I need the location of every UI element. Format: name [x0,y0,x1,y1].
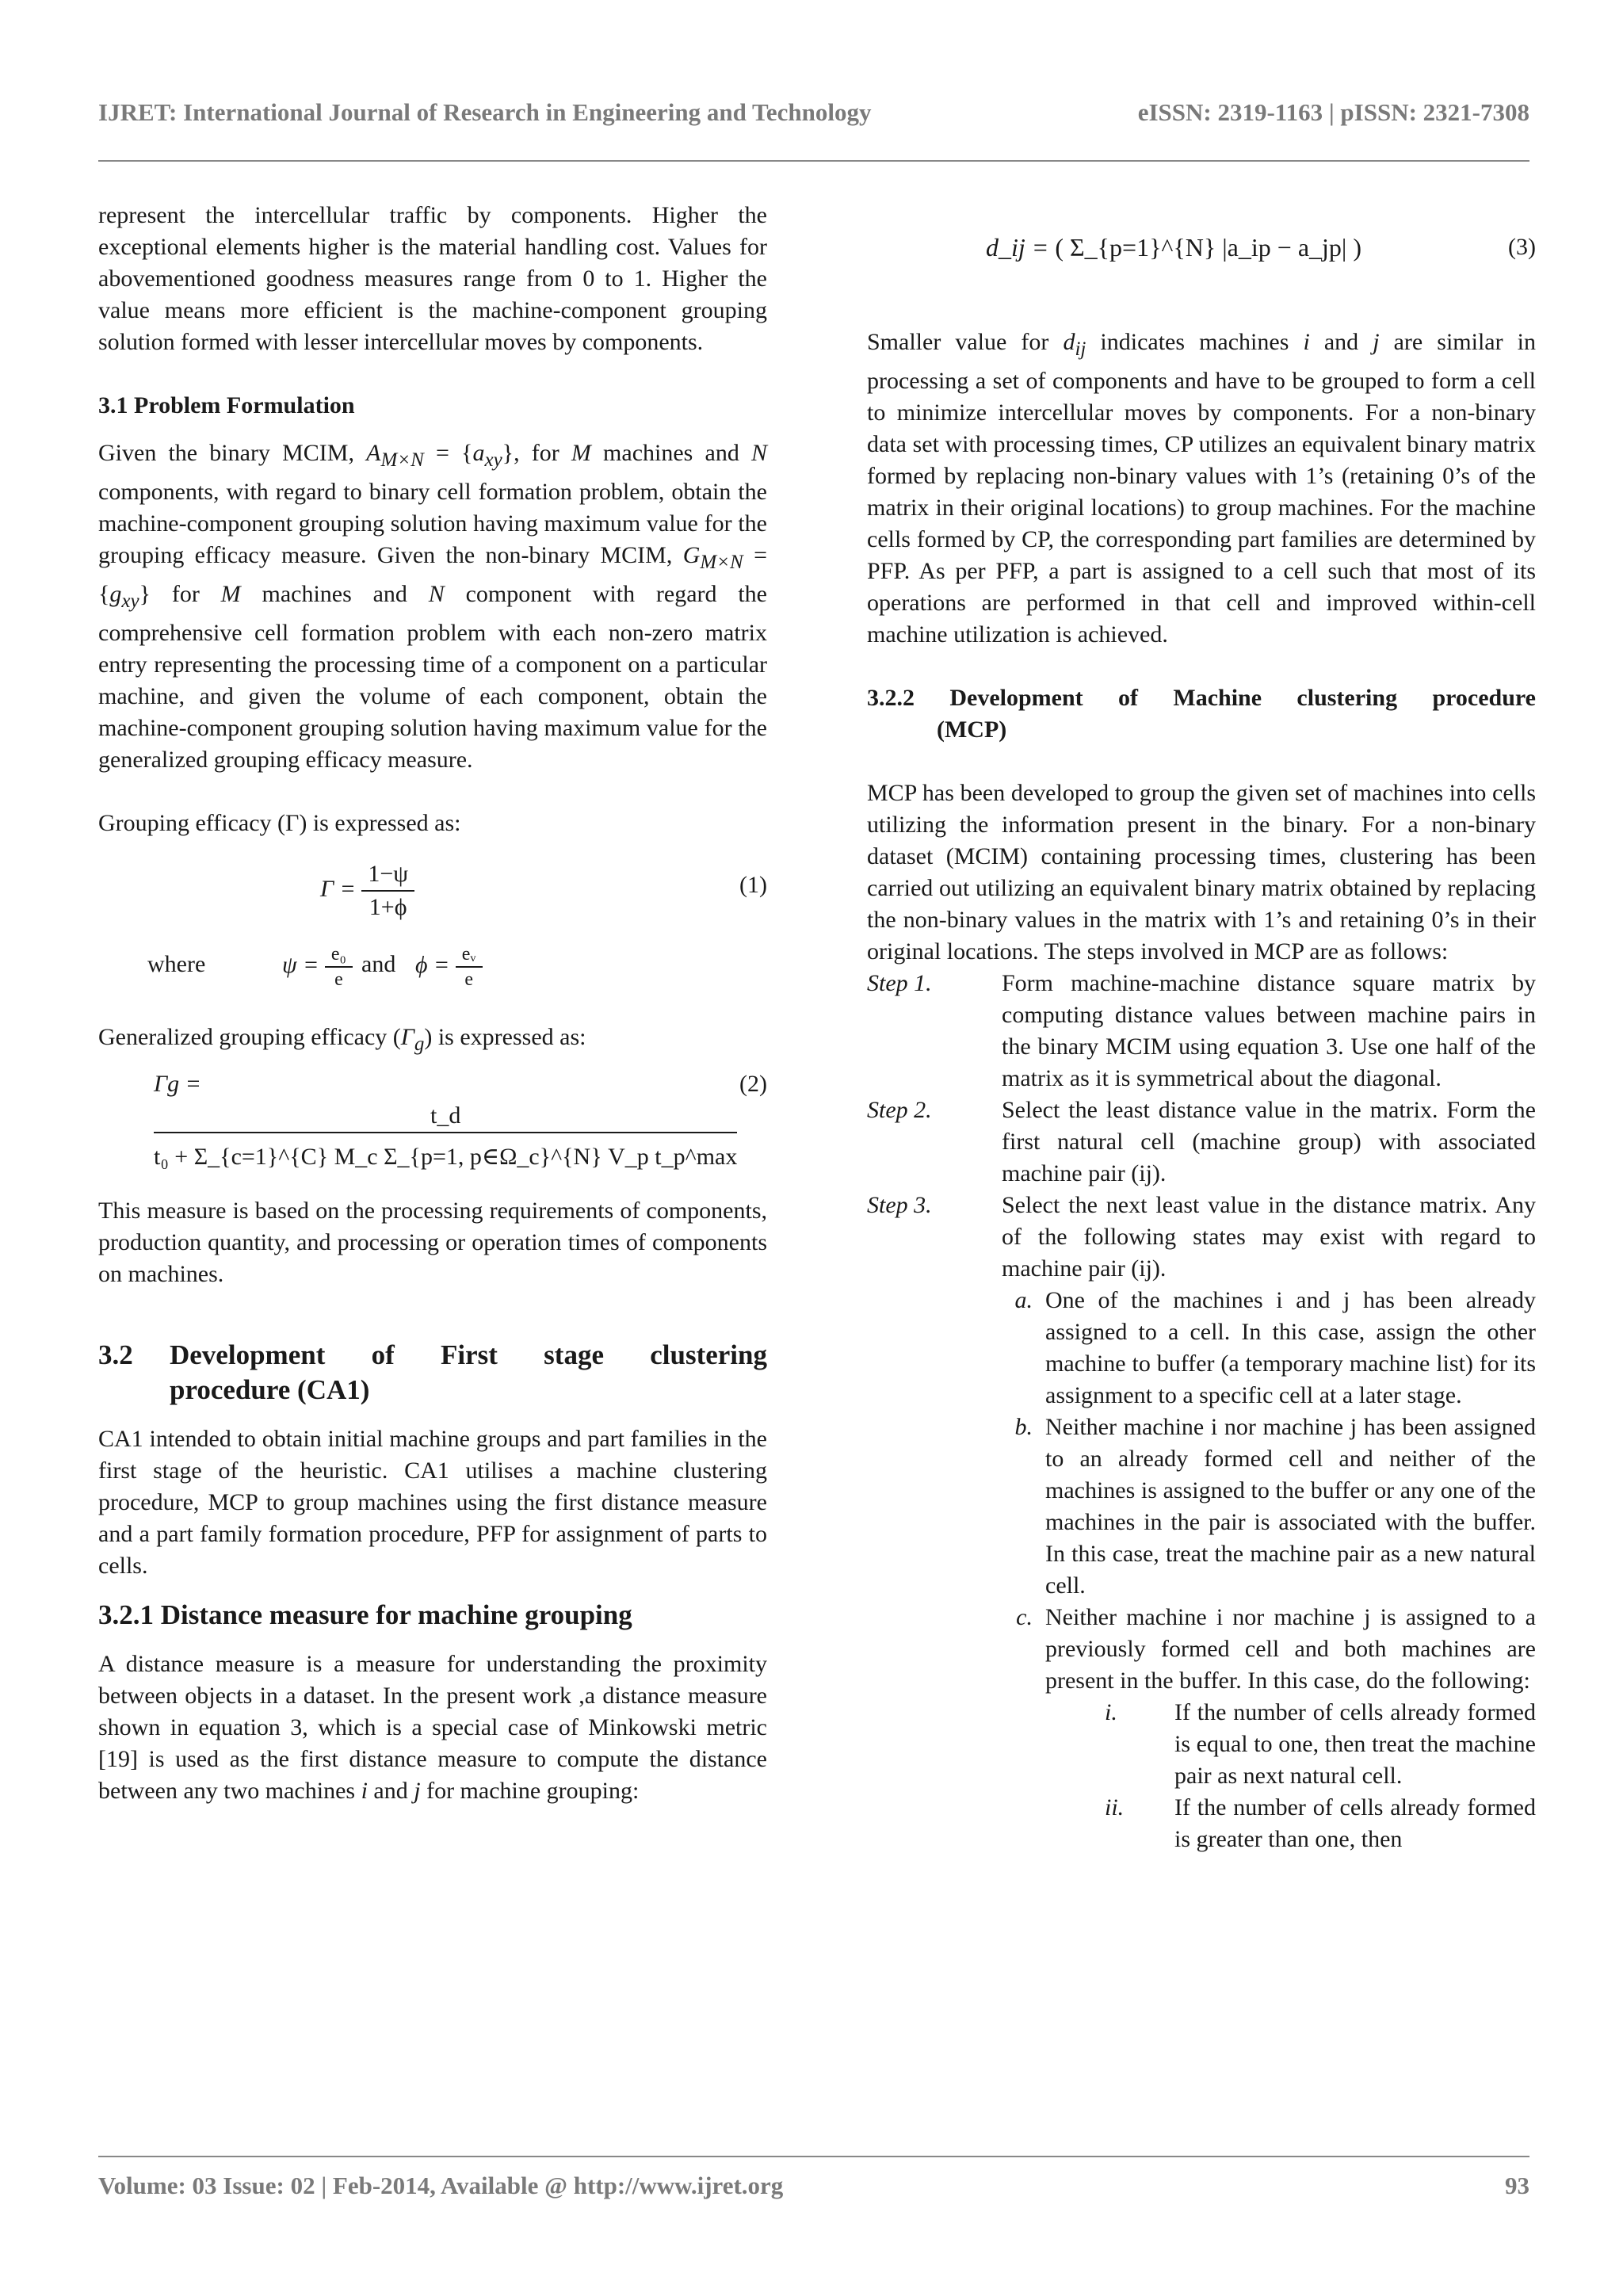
eq3-number: (3) [1508,234,1536,260]
page-footer [98,2172,1529,2200]
section-3-2-heading: 3.2 Development of First stage clustering procedure (CA1) [98,1339,767,1405]
measure-paragraph: This measure is based on the processing requirements of components, production quantity, and processing or operation times of components on machines. [98,1198,767,1287]
footer-divider [98,2156,1529,2157]
substep-item: a. One of the machines i and j has been already assigned to a cell. In this case, assign the other machine to buffer (a temporary machine list) for its assignment to a specific cell at a later stage. [1014,1287,1536,1408]
section-3-2-2-heading-cont: (MCP) [937,716,1007,743]
left-column [98,200,767,1807]
substep-item: c. Neither machine i nor machine j is assigned to a previously formed cell and both machines are present in the buffer. In this case, do the following: [1016,1604,1536,1694]
eq3-body: ( Σ_{p=1}^{N} |a_ip − a_jp| ) [1055,233,1361,262]
eq3-lhs: d_ij = [986,233,1049,262]
eq1-fraction: $\frac{1-\psi}{1+\phi}$ [361,858,414,923]
step-item: Step 1. Form machine-machine distance square matrix by computing distance values between machine pairs in the binary MCIM using equation 3. Use one half of the matrix as it is symmetrical about the diagonal. [867,970,1536,1091]
step-item: Step 3. Select the next least value in the distance matrix. Any of the following states may exist with regard to machine pair (ij). [867,1192,1536,1282]
page-header [98,98,1529,127]
journal-title: IJRET: International Journal of Research in Engineering and Technology [98,98,872,126]
section-3-1-heading: 3.1 Problem Formulation [98,392,355,418]
footer-volume: Volume: 03 Issue: 02 | Feb-2014, Available @ http://www.ijret.org [98,2172,784,2199]
issn: eISSN: 2319-1163 | pISSN: 2321-7308 [1137,98,1529,126]
mcp-paragraph: MCP has been developed to group the given set of machines into cells utilizing the information present in the binary. For a non-binary dataset (MCIM) containing processing times, clustering has been carried out utilizing an equivalent binary matrix obtained by replacing the non-binary values in the matrix with 1’s and retaining 0’s in their original locations. The steps involved in MCP are as follows: [867,780,1536,965]
page-number: 93 [1505,2172,1529,2199]
eq1-number: (1) [739,872,767,898]
right-column [867,200,1536,1855]
problem-formulation-paragraph: Given the binary MCIM, $A_{M\times N} = \{a_{xy}\}$, for M machines and N components, with regard to binary cell formation problem, obtain the machine-component grouping solution having maximum value for the grouping efficacy measure. Given the non-binary MCIM, $G_{M\times N} = \{g_{xy}\}$ for M machines and N component with regard the comprehensive cell formation problem with each non-zero matrix entry representing the processing time of a component on a particular machine, and given the volume of each component, obtain the machine-component grouping solution having maximum value for the generalized grouping efficacy measure. [98,440,767,773]
equation-2 [98,1060,767,1179]
eq1-lhs: Γ = [320,875,356,902]
header-divider [98,160,1529,162]
step-item: Step 2. Select the least distance value in the matrix. Form the first natural cell (machine group) with associated machine pair (ij). [867,1097,1536,1186]
smaller-value-paragraph: Smaller value for $d_{ij}$ indicates machines i and j are similar in processing a set of components and have to be grouped to form a cell to minimize intercellular moves by components. For a non-binary data set with processing times, CP utilizes an equivalent binary matrix formed by replacing non-binary values with 1’s (retaining 0’s of the matrix in their original locations) to group machines. For the machine cells formed by CP, the corresponding part families are determined by PFP. As per PFP, a part is assigned to a cell such that most of its operations are performed in that cell and improved within-cell machine utilization is achieved. [867,329,1537,648]
equation-3 [867,200,1536,311]
eq2-lhs: Γg = [154,1071,201,1097]
sub-substep-item: ii. If the number of cells already formed is greater than one, then [1105,1794,1536,1852]
sub-substep-item: i. If the number of cells already formed is equal to one, then treat the machine pair as next natural cell. [1105,1699,1536,1789]
section-3-2-1-heading: 3.2.1 Distance measure for machine grouping [98,1599,632,1630]
section-3-2-2-heading: 3.2.2 Development of Machine clustering procedure [867,685,1536,711]
generalized-efficacy-intro: Generalized grouping efficacy $(\Gamma_g)$ is expressed as: [98,1024,586,1055]
ca1-paragraph: CA1 intended to obtain initial machine groups and part families in the first stage of the heuristic. CA1 utilises a machine clustering procedure, MCP to group machines using the first distance measure and a part family formation procedure, PFP for assignment of parts to cells. [98,1426,767,1579]
where-definitions: where ψ = $\frac{\text{e₀}}{e}$ and ϕ = $\frac{\text{eᵥ}}{e}$ [98,942,767,1006]
intro-paragraph: represent the intercellular traffic by components. Higher the exceptional elements higher is the material handling cost. Values for abovementioned goodness measures range from 0 to 1. Higher the value means more efficient is the machine-component grouping solution formed with lesser intercellular moves by components. [98,202,767,355]
grouping-efficacy-intro: Grouping efficacy (Γ) is expressed as: [98,810,461,836]
distance-paragraph: A distance measure is a measure for understanding the proximity between objects in a dataset. In the present work ,a distance measure shown in equation 3, which is a special case of Minkowski metric [19] is used as the first distance measure to compute the distance between any two machines i and j for machine grouping: [98,1651,767,1804]
eq2-number: (2) [739,1071,767,1097]
eq2-fraction: $\frac{t\_d}{\text{t₀ + Σ\_\{c=1\}\textasciicircum{}\{C\} M\_c Σ\_\{p=1, p∈Ω\_c\}\textasciicircum{}\{N\} V\_p t\_p\textasciicircum{}max}}$ [154,1100,737,1173]
substep-item: b. Neither machine i nor machine j has been assigned to an already formed cell and neither of the machines is assigned to the buffer or any one of the machines in the pair is associated with the buffer. In this case, treat the machine pair as a new natural cell. [1014,1414,1536,1599]
equation-1 [98,855,767,926]
